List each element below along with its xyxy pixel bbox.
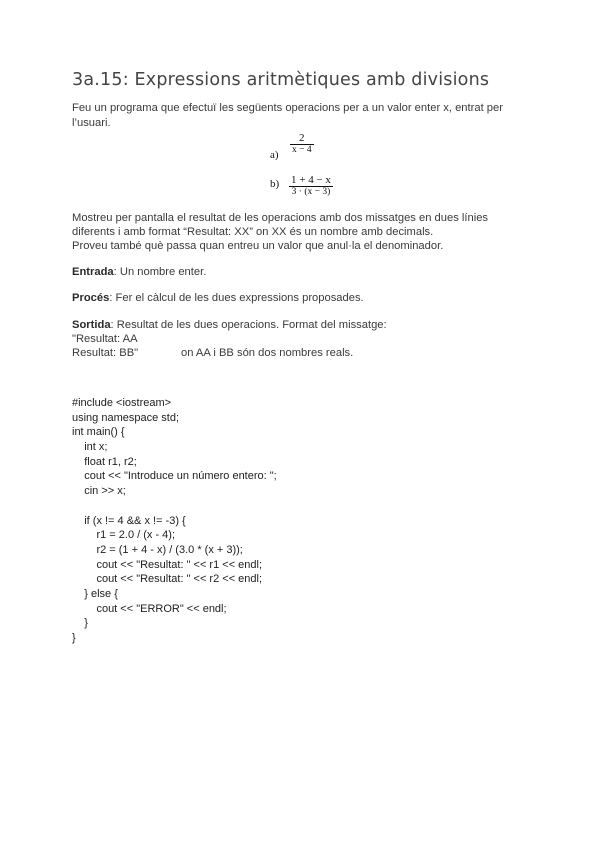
code-line: if (x != 4 && x != -3) { (72, 514, 186, 527)
sortida-label: Sortida (72, 319, 111, 331)
formula-a (270, 132, 350, 166)
formula-b-label: b) (270, 178, 280, 190)
description-line-1: Mostreu per pantalla el resultat de les operacions amb dos missatges en dues línies (72, 212, 489, 224)
description-line-2: diferents i amb format “Resultat: XX” on XX és un nombre amb decimals. (72, 226, 434, 238)
code-line: int main() { (72, 426, 125, 439)
code-line: } (72, 632, 76, 644)
description-line-3: Proveu també què passa quan entreu un valor que anul·la el denominador. (72, 240, 444, 252)
code-line: cout << "Introduce un número entero: "; (72, 470, 277, 483)
sortida-text: : Resultat de les dues operacions. Format del missatge: (110, 319, 387, 331)
formula-b-fraction (289, 174, 333, 198)
code-line: cout << "Resultat: " << r2 << endl; (72, 573, 263, 586)
intro-line-1: Feu un programa que efectuï les següents operacions per a un valor enter x, entrat per (72, 102, 503, 114)
entrada-paragraph (72, 265, 206, 280)
formula-a-fraction (290, 132, 314, 156)
code-line: #include <iostream> (72, 397, 172, 409)
code-line: cout << "ERROR" << endl; (72, 602, 227, 615)
code-line (72, 499, 277, 514)
sortida-paragraph (72, 318, 387, 333)
code-line: r2 = (1 + 4 - x) / (3.0 * (x + 3)); (72, 543, 243, 556)
code-block (72, 396, 277, 646)
proces-paragraph (72, 291, 364, 306)
formula-a-numerator: 2 (299, 132, 305, 144)
formula-a-denominator: x − 4 (292, 145, 312, 155)
code-line: } (72, 617, 88, 630)
formula-a-label: a) (270, 149, 279, 161)
code-line: r1 = 2.0 / (x - 4); (72, 529, 176, 542)
code-line: int x; (72, 441, 108, 454)
sortida-format-line-1: "Resultat: AA (72, 333, 138, 345)
page-title: 3a.15: Expressions aritmètiques amb divisions (72, 70, 490, 90)
code-line: } else { (72, 587, 118, 600)
code-line: using namespace std; (72, 411, 180, 424)
sortida-note: on AA i BB són dos nombres reals. (181, 347, 354, 359)
code-line: cin >> x; (72, 485, 126, 498)
intro-line-2: l’usuari. (72, 117, 111, 129)
proces-label: Procés (72, 292, 110, 304)
proces-text: : Fer el càlcul de les dues expressions proposades. (109, 292, 364, 304)
entrada-label: Entrada (72, 266, 114, 278)
formula-b-numerator: 1 + 4 − x (291, 174, 331, 186)
entrada-text: : Un nombre enter. (113, 266, 207, 278)
sortida-format-line-2: Resultat: BB" (72, 347, 139, 359)
formula-b-denominator: 3 · (x − 3) (291, 187, 331, 197)
code-line: cout << "Resultat: " << r1 << endl; (72, 558, 263, 571)
formula-b (270, 174, 360, 208)
code-line: float r1, r2; (72, 455, 137, 468)
